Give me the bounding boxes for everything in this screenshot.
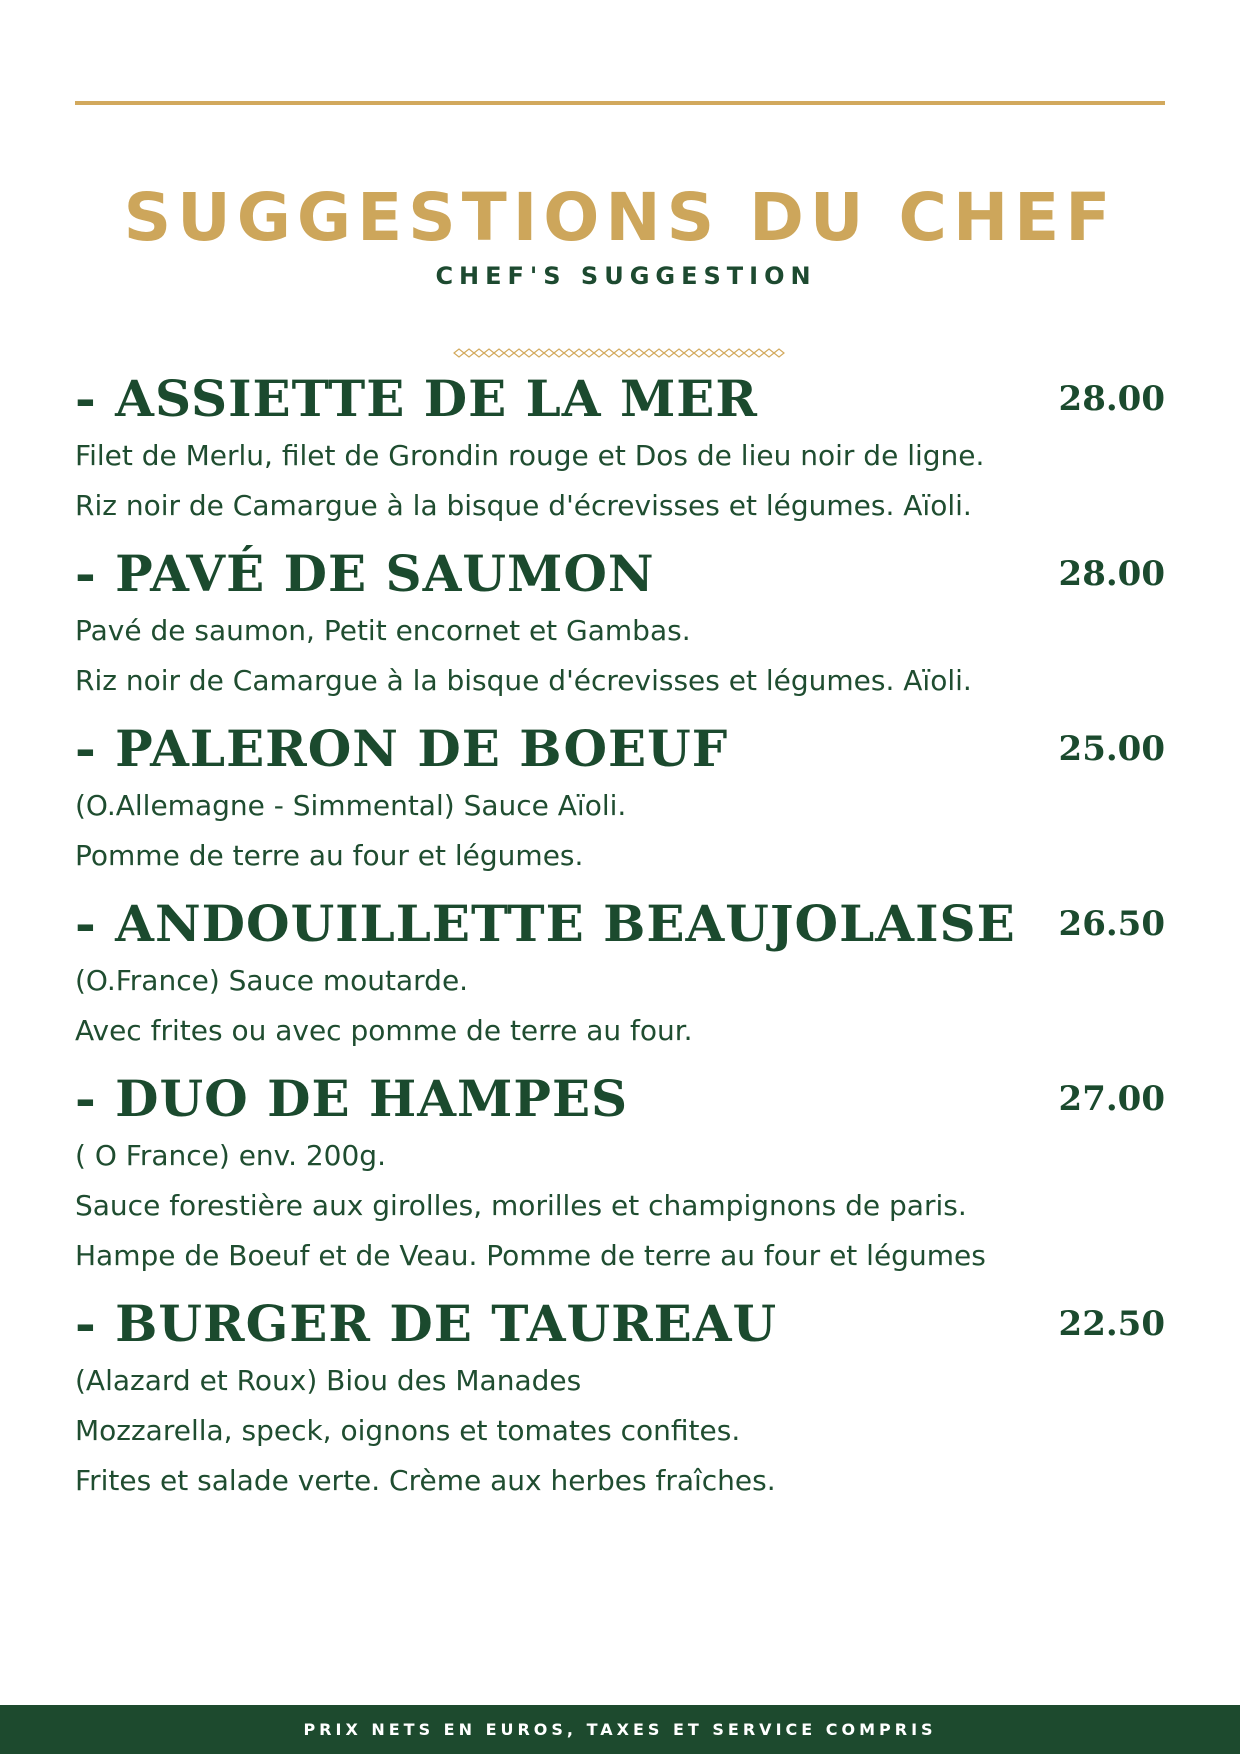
ornament-diamond — [684, 349, 694, 357]
ornament-diamond — [554, 349, 564, 357]
ornament-diamond — [694, 349, 704, 357]
ornament-diamond — [484, 349, 494, 357]
top-divider-line — [75, 101, 1165, 105]
ornament-diamond — [704, 349, 714, 357]
menu-item-name: - BURGER DE TAUREAU — [75, 1294, 778, 1353]
footer-bar — [0, 1705, 1240, 1754]
ornament-diamond — [594, 349, 604, 357]
menu-item-description: ( O France) env. 200g. — [75, 1139, 386, 1172]
ornament-diamond — [574, 349, 584, 357]
menu-item-name: - PALERON DE BOEUF — [75, 719, 729, 778]
menu-item-description: (O.France) Sauce moutarde. — [75, 964, 469, 997]
menu-item — [75, 363, 1165, 531]
menu-item-description: (O.Allemagne - Simmental) Sauce Aïoli. — [75, 789, 627, 822]
menu-item-price: 27.00 — [1058, 1079, 1165, 1119]
menu-item-description: Pomme de terre au four et légumes. — [75, 839, 584, 872]
menu-item — [75, 713, 1165, 881]
menu-item-name: - ASSIETTE DE LA MER — [75, 369, 758, 428]
menu-item — [75, 1063, 1165, 1281]
ornament-diamond — [614, 349, 624, 357]
menu-item — [75, 1288, 1165, 1506]
menu-item-description: Frites et salade verte. Crème aux herbes fraîches. — [75, 1464, 776, 1497]
menu-item-price: 22.50 — [1058, 1304, 1165, 1344]
menu-item-description: Mozzarella, speck, oignons et tomates confites. — [75, 1414, 741, 1447]
menu-item-description: Riz noir de Camargue à la bisque d'écrevisses et légumes. Aïoli. — [75, 489, 972, 522]
menu-item-description: Filet de Merlu, filet de Grondin rouge et Dos de lieu noir de ligne. — [75, 439, 985, 472]
menu-list — [75, 363, 1165, 1513]
ornament-diamond — [744, 349, 754, 357]
ornament-diamond — [464, 349, 474, 357]
menu-item-description: Pavé de saumon, Petit encornet et Gambas. — [75, 614, 691, 647]
menu-item-description: Sauce forestière aux girolles, morilles et champignons de paris. — [75, 1189, 967, 1222]
menu-item-name: - ANDOUILLETTE BEAUJOLAISE — [75, 894, 1016, 953]
ornament-diamond — [664, 349, 674, 357]
ornament-diamond — [524, 349, 534, 357]
menu-item — [75, 888, 1165, 1056]
ornament-diamond — [714, 349, 724, 357]
menu-item-price: 28.00 — [1058, 379, 1165, 419]
ornament-diamond — [724, 349, 734, 357]
ornament-diamond — [734, 349, 744, 357]
ornament-diamond — [624, 349, 634, 357]
ornament-diamond — [544, 349, 554, 357]
ornament-diamond — [764, 349, 774, 357]
menu-item-name: - PAVÉ DE SAUMON — [75, 544, 655, 603]
footer-note: PRIX NETS EN EUROS, TAXES ET SERVICE COMPRIS — [303, 1720, 937, 1739]
page-subtitle: CHEF'S SUGGESTION — [435, 262, 817, 290]
diamond-ornament-divider — [453, 346, 787, 360]
ornament-diamond — [654, 349, 664, 357]
ornament-diamond — [774, 349, 784, 357]
menu-item-description: Hampe de Boeuf et de Veau. Pomme de terre au four et légumes — [75, 1239, 986, 1272]
ornament-diamond — [454, 349, 464, 357]
ornament-diamond — [474, 349, 484, 357]
ornament-diamond — [504, 349, 514, 357]
ornament-diamond — [634, 349, 644, 357]
menu-item-price: 25.00 — [1058, 729, 1165, 769]
menu-item-description: Avec frites ou avec pomme de terre au four. — [75, 1014, 693, 1047]
ornament-diamond — [584, 349, 594, 357]
ornament-diamond — [754, 349, 764, 357]
ornament-diamond — [514, 349, 524, 357]
menu-item-description: Riz noir de Camargue à la bisque d'écrevisses et légumes. Aïoli. — [75, 664, 972, 697]
menu-item-description: (Alazard et Roux) Biou des Manades — [75, 1364, 582, 1397]
menu-item-price: 26.50 — [1058, 904, 1165, 944]
menu-item-price: 28.00 — [1058, 554, 1165, 594]
ornament-diamond — [674, 349, 684, 357]
menu-item — [75, 538, 1165, 706]
ornament-diamond — [644, 349, 654, 357]
menu-item-name: - DUO DE HAMPES — [75, 1069, 629, 1128]
ornament-diamond — [604, 349, 614, 357]
ornament-diamond — [534, 349, 544, 357]
ornament-diamond — [564, 349, 574, 357]
page-title: SUGGESTIONS DU CHEF — [123, 179, 1117, 256]
ornament-diamond — [494, 349, 504, 357]
